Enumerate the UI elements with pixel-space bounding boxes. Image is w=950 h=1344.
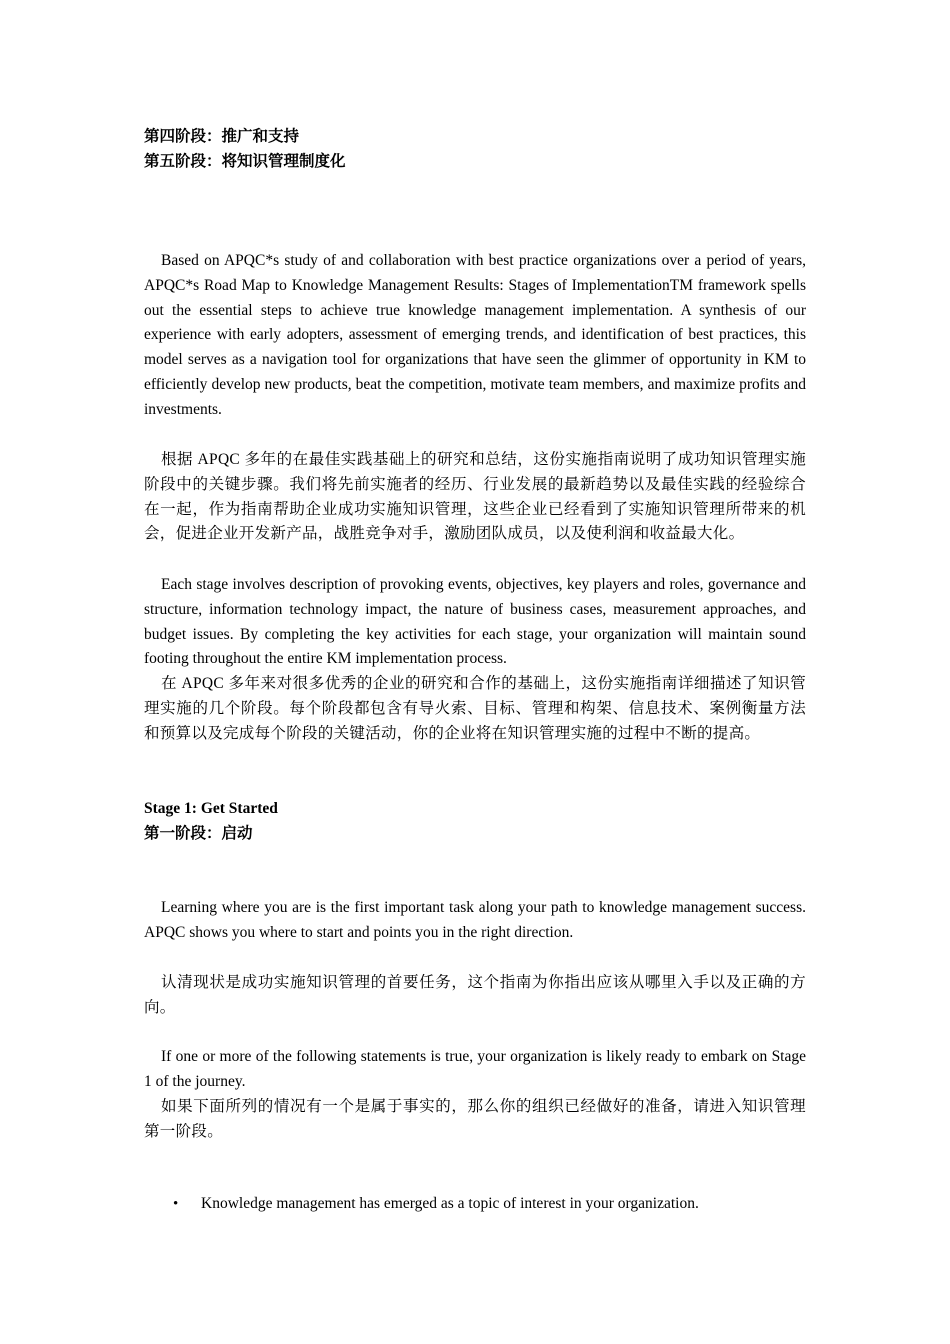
paragraph-ready-en: If one or more of the following statements is true, your organization is likely ready to embark on Stage 1 of the journey. <box>144 1048 806 1090</box>
heading-stage1-en: Stage 1: Get Started <box>144 800 278 817</box>
heading-stage1-zh: 第一阶段：启动 <box>144 825 253 842</box>
heading-stage5-zh: 第五阶段：将知识管理制度化 <box>144 153 346 170</box>
paragraph-intro-zh: 根据 APQC 多年的在最佳实践基础上的研究和总结，这份实施指南说明了成功知识管理实施阶段中的关键步骤。我们将先前实施者的经历、行业发展的最新趋势以及最佳实践的经验综合在一起，作为指南帮助企业成功实施知识管理，这些企业已经看到了实施知识管理所带来的机会，促进企业开发新产品，战胜竞争对手，激励团队成员，以及使利润和收益最大化。 <box>144 451 806 543</box>
paragraph-learning-en: Learning where you are is the first important task along your path to knowledge management success. APQC shows you where to start and points you in the right direction. <box>144 899 806 941</box>
list-item-text: Knowledge management has emerged as a topic of interest in your organization. <box>201 1195 699 1212</box>
paragraph-ready-zh: 如果下面所列的情况有一个是属于事实的，那么你的组织已经做好的准备，请进入知识管理第一阶段。 <box>144 1098 806 1140</box>
heading-stage4-zh: 第四阶段：推广和支持 <box>144 128 300 145</box>
paragraph-stages-zh: 在 APQC 多年来对很多优秀的企业的研究和合作的基础上，这份实施指南详细描述了知识管理实施的几个阶段。每个阶段都包含有导火索、目标、管理和构架、信息技术、案例衡量方法和预算以及完成每个阶段的关键活动，你的企业将在知识管理实施的过程中不断的提高。 <box>144 675 806 742</box>
paragraph-intro-en: Based on APQC*s study of and collaboration with best practice organizations over a period of years, APQC*s Road Map to Knowledge Management Results: Stages of ImplementationTM framework spells out the essential steps to achieve true knowledge management implementation. A synthesis of our experience with early adopters, assessment of emerging trends, and identification of best practices, this model serves as a navigation tool for organizations that have seen the glimmer of opportunity in KM to efficiently develop new products, beat the competition, motivate team members, and maximize profits and investments. <box>144 252 806 418</box>
bullet-marker: • <box>173 1196 179 1212</box>
paragraph-stages-en: Each stage involves description of provoking events, objectives, key players and roles, governance and structure, information technology impact, the nature of business cases, measurement approaches, and budget issues. By completing the key activities for each stage, your organization will maintain sound footing throughout the entire KM implementation process. <box>144 576 806 668</box>
bullet-list <box>144 1192 806 1217</box>
paragraph-learning-zh: 认清现状是成功实施知识管理的首要任务，这个指南为你指出应该从哪里入手以及正确的方向。 <box>144 974 806 1016</box>
list-item <box>144 1192 806 1217</box>
